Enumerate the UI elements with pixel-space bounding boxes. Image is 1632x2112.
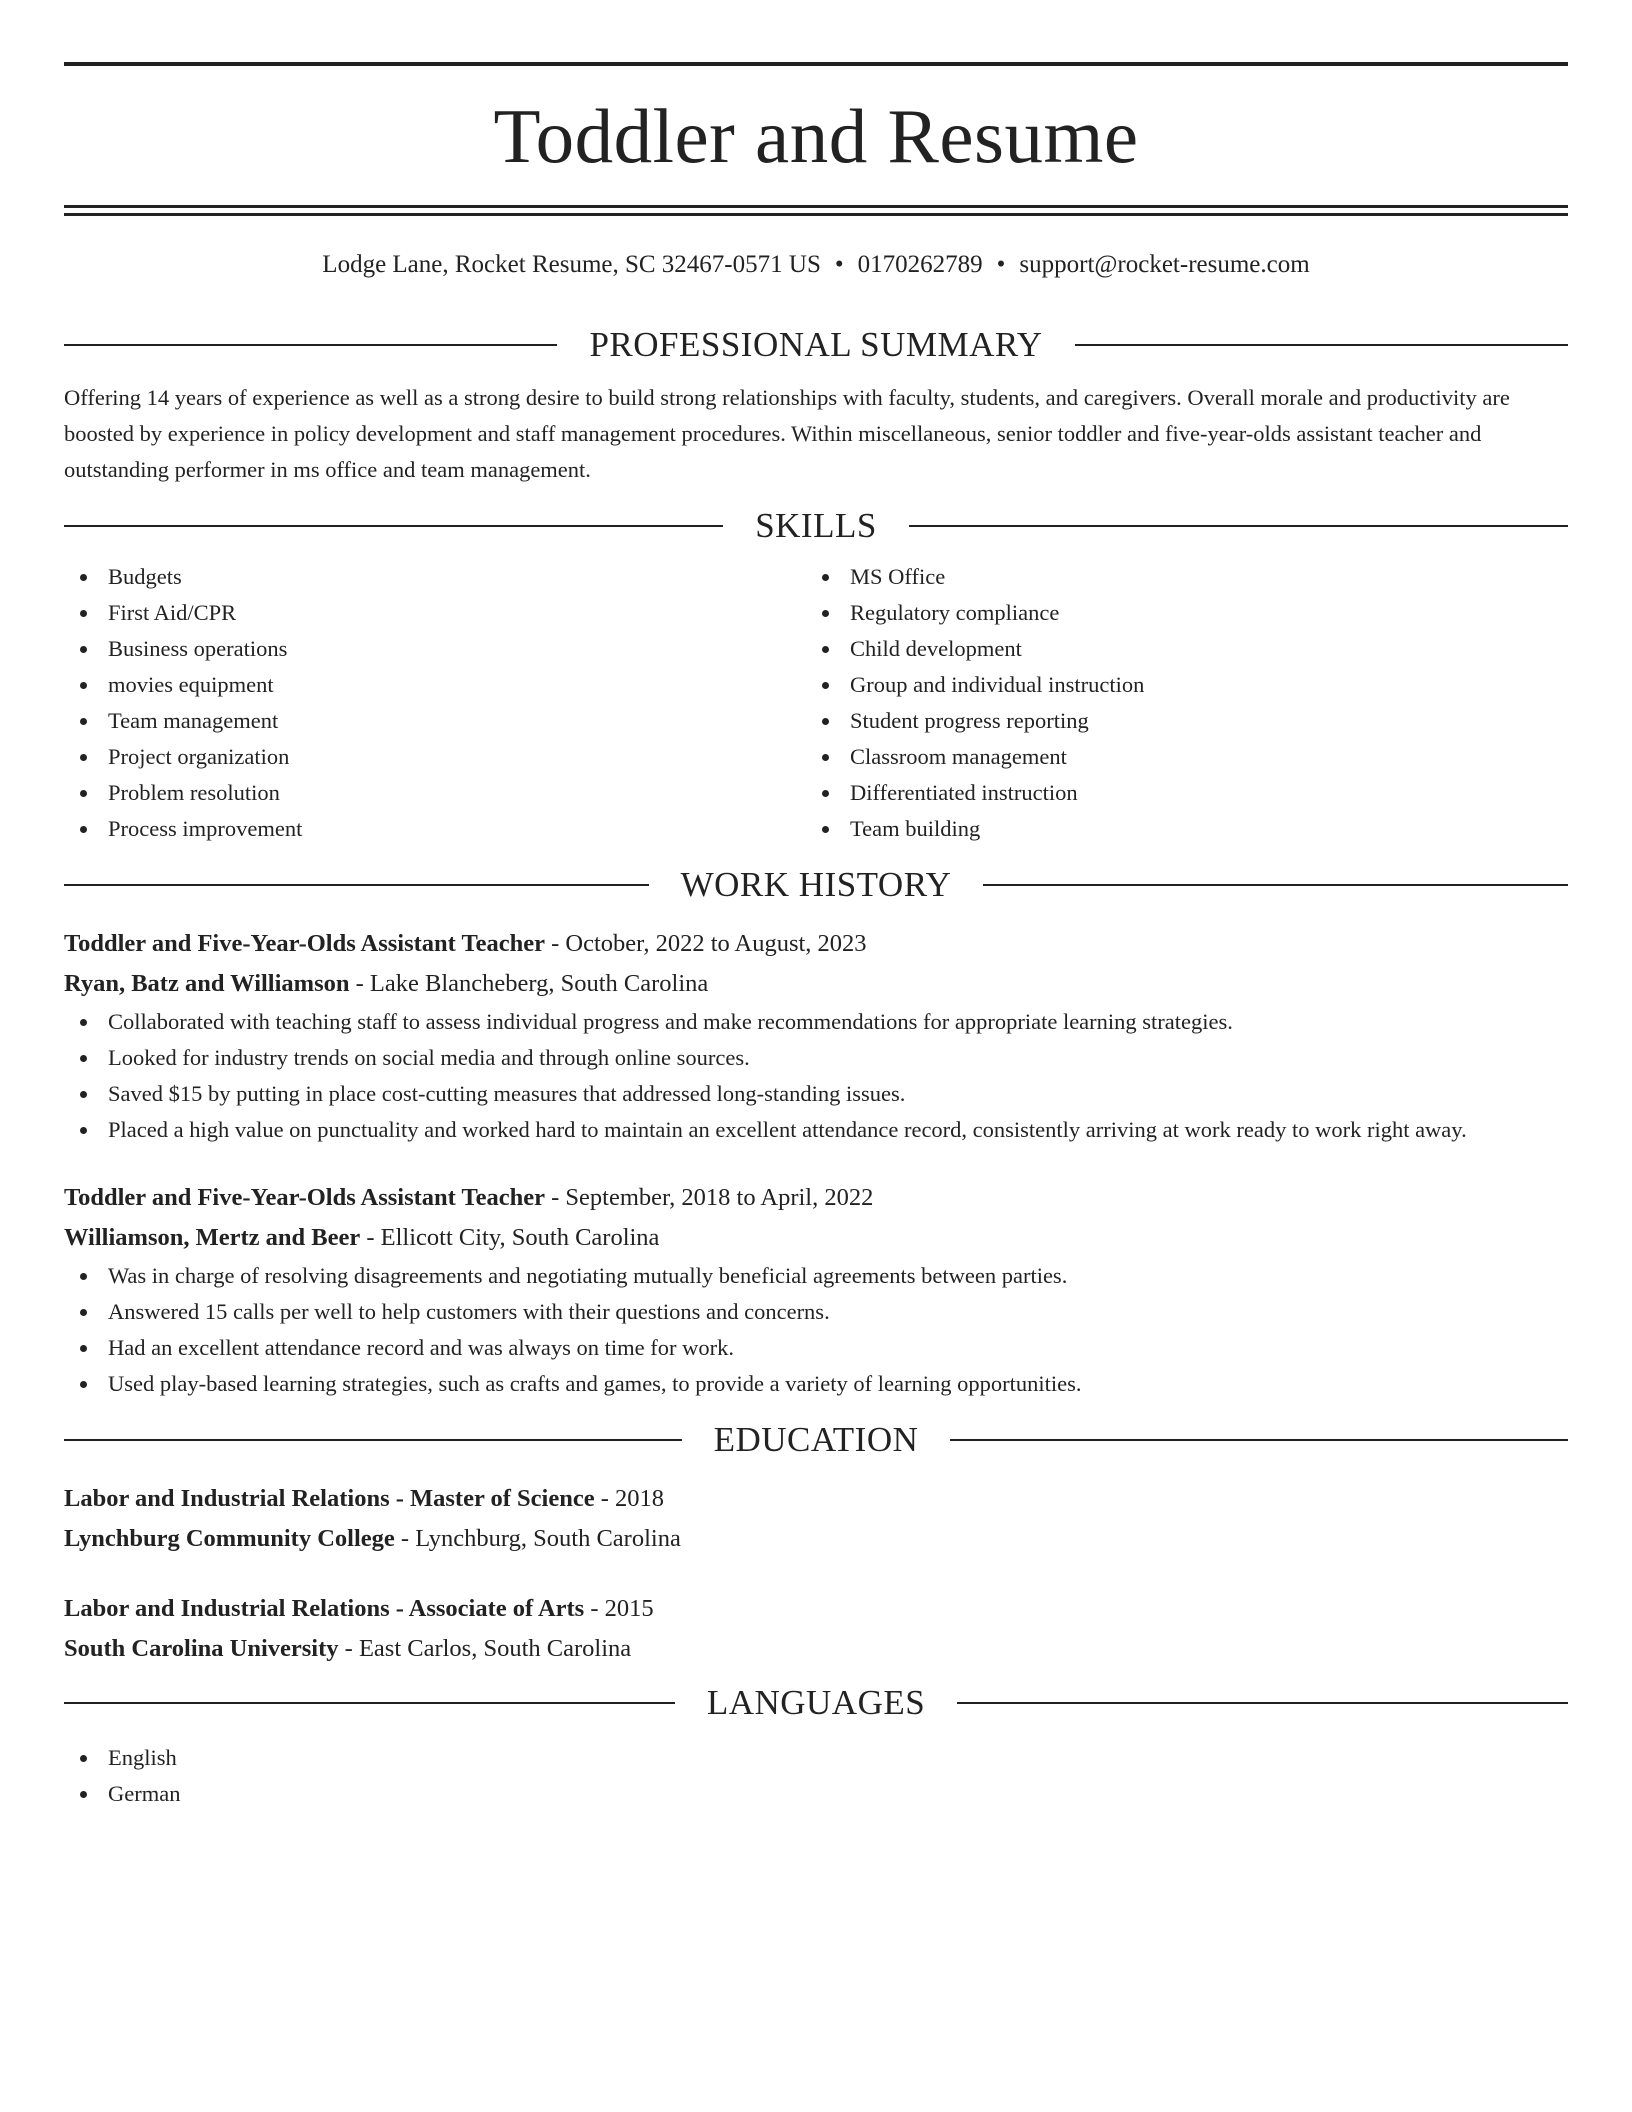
heading-rule-left (64, 525, 723, 527)
job-bullet: Looked for industry trends on social media and through online sources. (64, 1040, 1568, 1076)
job-title: Toddler and Five-Year-Olds Assistant Teacher (64, 930, 545, 957)
job-bullet: Answered 15 calls per well to help customers with their questions and concerns. (64, 1294, 1568, 1330)
name-double-rule (64, 205, 1568, 216)
job-company: Ryan, Batz and Williamson (64, 970, 350, 997)
skill-item: Regulatory compliance (806, 595, 1548, 631)
education-entry (64, 1479, 1568, 1559)
education-degree: Labor and Industrial Relations - Associate of Arts (64, 1595, 585, 1622)
skill-item: Business operations (64, 631, 806, 667)
job-title-line (64, 1178, 1568, 1218)
education-school: Lynchburg Community College (64, 1525, 395, 1552)
job-bullets (64, 1258, 1568, 1402)
skills-left-list (64, 559, 806, 847)
section-heading-languages (64, 1685, 1568, 1720)
job-dates: - September, 2018 to April, 2022 (544, 1184, 874, 1211)
language-item: English (64, 1740, 1568, 1776)
heading-rule-left (64, 1702, 675, 1704)
skill-item: MS Office (806, 559, 1548, 595)
skill-item: Team building (806, 811, 1548, 847)
contact-separator: • (834, 251, 844, 278)
section-title: EDUCATION (713, 1420, 919, 1459)
contact-line (64, 252, 1568, 277)
top-rule (64, 62, 1568, 66)
section-title: PROFESSIONAL SUMMARY (589, 325, 1043, 364)
education-school-line (64, 1629, 1568, 1669)
skill-item: Differentiated instruction (806, 775, 1548, 811)
job-bullet: Was in charge of resolving disagreements and negotiating mutually beneficial agreements between parties. (64, 1258, 1568, 1294)
resume-name: Toddler and Resume (493, 93, 1139, 179)
job-bullet: Placed a high value on punctuality and worked hard to maintain an excellent attendance record, consistently arriving at work ready to work right away. (64, 1112, 1568, 1148)
job-company-line (64, 1218, 1568, 1258)
skill-item: First Aid/CPR (64, 595, 806, 631)
heading-rule-right (950, 1439, 1568, 1441)
heading-rule-right (957, 1702, 1568, 1704)
contact-phone: 0170262789 (857, 251, 983, 278)
education-school: South Carolina University (64, 1635, 339, 1662)
skill-item: Child development (806, 631, 1548, 667)
education-school-line (64, 1519, 1568, 1559)
education-degree: Labor and Industrial Relations - Master of Science (64, 1485, 595, 1512)
job-location: - Lake Blancheberg, South Carolina (349, 970, 709, 997)
job-bullets (64, 1004, 1568, 1148)
heading-rule-left (64, 1439, 682, 1441)
job-entry (64, 924, 1568, 1148)
education-year: - 2018 (594, 1485, 665, 1512)
contact-email: support@rocket-resume.com (1019, 251, 1310, 278)
contact-separator: • (996, 251, 1006, 278)
education-degree-line (64, 1589, 1568, 1629)
heading-rule-right (983, 884, 1568, 886)
job-company-line (64, 964, 1568, 1004)
summary-text: Offering 14 years of experience as well as a strong desire to build strong relationships with faculty, students, and caregivers. Overall morale and productivity are boosted by experience in policy development and staff management procedures. Within miscellaneous, senior toddler and five-year-olds assistant teacher and outstanding performer in ms office and team management. (64, 385, 1510, 482)
job-title: Toddler and Five-Year-Olds Assistant Teacher (64, 1184, 545, 1211)
skills-right-list (806, 559, 1548, 847)
job-location: - Ellicott City, South Carolina (360, 1224, 660, 1251)
job-dates: - October, 2022 to August, 2023 (544, 930, 867, 957)
education-entry (64, 1589, 1568, 1669)
section-heading-education (64, 1422, 1568, 1457)
job-bullet: Had an excellent attendance record and was always on time for work. (64, 1330, 1568, 1366)
job-bullet: Used play-based learning strategies, such as crafts and games, to provide a variety of learning opportunities. (64, 1366, 1568, 1402)
languages-list (64, 1740, 1568, 1812)
heading-rule-right (1075, 344, 1568, 346)
skill-item: Budgets (64, 559, 806, 595)
section-title: SKILLS (755, 506, 877, 545)
contact-address: Lodge Lane, Rocket Resume, SC 32467-0571 US (322, 251, 821, 278)
job-title-line (64, 924, 1568, 964)
language-item: German (64, 1776, 1568, 1812)
job-bullet: Collaborated with teaching staff to assess individual progress and make recommendations for appropriate learning strategies. (64, 1004, 1568, 1040)
skill-item: movies equipment (64, 667, 806, 703)
skill-item: Classroom management (806, 739, 1548, 775)
education-degree-line (64, 1479, 1568, 1519)
skill-item: Group and individual instruction (806, 667, 1548, 703)
section-heading-skills (64, 508, 1568, 543)
section-heading-summary (64, 327, 1568, 362)
skill-item: Process improvement (64, 811, 806, 847)
heading-rule-left (64, 344, 557, 346)
education-location: - Lynchburg, South Carolina (394, 1525, 681, 1552)
job-bullet: Saved $15 by putting in place cost-cutting measures that addressed long-standing issues. (64, 1076, 1568, 1112)
skill-item: Project organization (64, 739, 806, 775)
heading-rule-left (64, 884, 649, 886)
skill-item: Student progress reporting (806, 703, 1548, 739)
job-entry (64, 1178, 1568, 1402)
education-location: - East Carlos, South Carolina (338, 1635, 632, 1662)
education-year: - 2015 (584, 1595, 654, 1622)
section-title: WORK HISTORY (680, 865, 952, 904)
skill-item: Team management (64, 703, 806, 739)
skills-columns (64, 559, 1568, 847)
skill-item: Problem resolution (64, 775, 806, 811)
section-title: LANGUAGES (706, 1683, 926, 1722)
section-heading-work (64, 867, 1568, 902)
job-company: Williamson, Mertz and Beer (64, 1224, 361, 1251)
heading-rule-right (909, 525, 1568, 527)
